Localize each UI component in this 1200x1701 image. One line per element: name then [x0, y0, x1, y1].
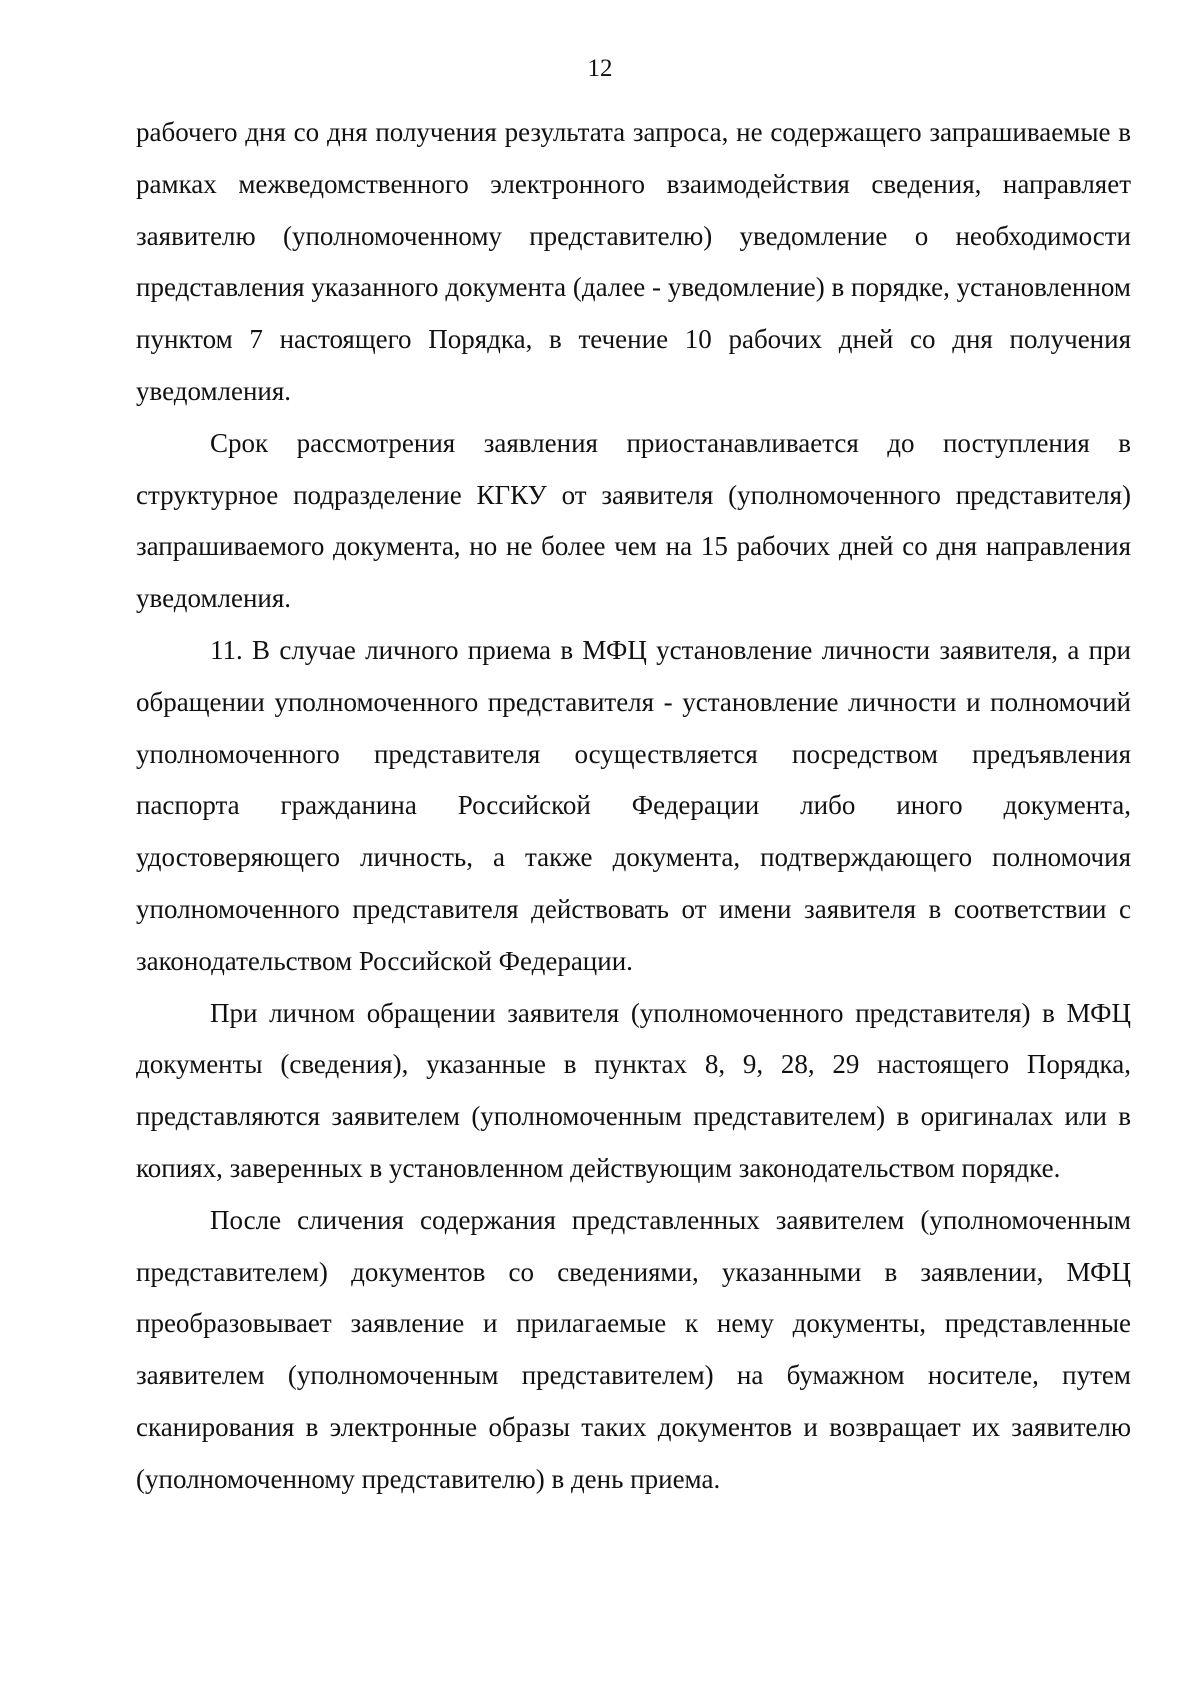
paragraph-item-11: 11. В случае личного приема в МФЦ установление личности заявителя, а при обращении уполномоченного представителя - установление личности и полномочий уполномоченного представителя осуществляется посредством предъявления паспорта гражданина Российской Федерации либо иного документа, удостоверяющего личность, а также документа, подтверждающего полномочия уполномоченного представителя действовать от имени заявителя в соответствии с законодательством Российской Федерации.: [136, 634, 1131, 976]
document-body: [136, 107, 1131, 1506]
paragraph-continuation: рабочего дня со дня получения результата запроса, не содержащего запрашиваемые в рамках межведомственного электронного взаимодействия сведения, направляет заявителю (уполномоченному представителю) уведомление о необходимости представления указанного документа (далее - уведомление) в порядке, установленном пунктом 7 настоящего Порядка, в течение 10 рабочих дней со дня получения уведомления.: [136, 117, 1131, 406]
paragraph-personal-appeal: При личном обращении заявителя (уполномоченного представителя) в МФЦ документы (сведения), указанные в пунктах 8, 9, 28, 29 настоящего Порядка, представляются заявителем (уполномоченным представителем) в оригиналах или в копиях, заверенных в установленном действующим законодательством порядке.: [136, 997, 1131, 1183]
paragraph-suspension-term: Срок рассмотрения заявления приостанавливается до поступления в структурное подразделение КГКУ от заявителя (уполномоченного представителя) запрашиваемого документа, но не более чем на 15 рабочих дней со дня направления уведомления.: [136, 427, 1131, 614]
paragraph-document-scanning: После сличения содержания представленных заявителем (уполномоченным представителем) документов со сведениями, указанными в заявлении, МФЦ преобразовывает заявление и прилагаемые к нему документы, представленные заявителем (уполномоченным представителем) на бумажном носителе, путем сканирования в электронные образы таких документов и возвращает их заявителю (уполномоченному представителю) в день приема.: [136, 1204, 1131, 1494]
page-number: 12: [587, 55, 613, 82]
